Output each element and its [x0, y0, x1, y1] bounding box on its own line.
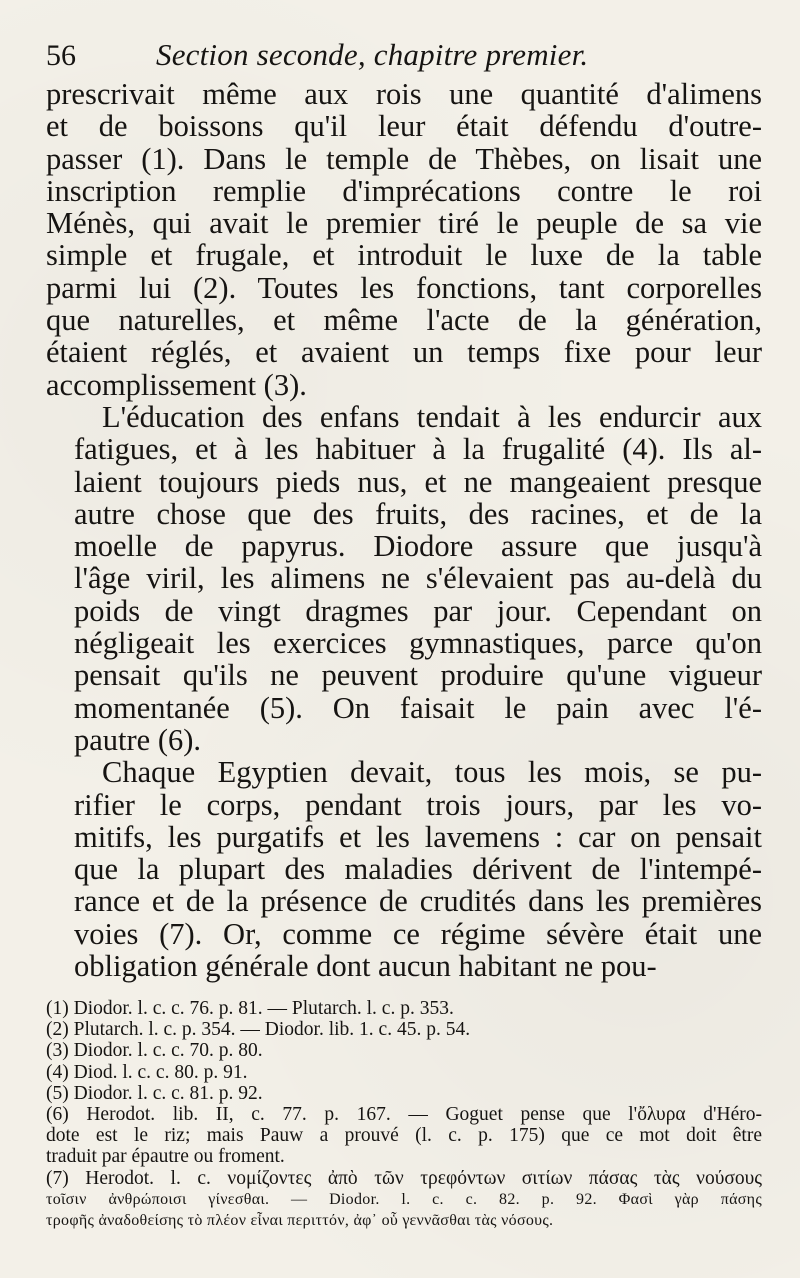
footnote-line: (6) Herodot. lib. II, c. 77. p. 167. — Goguet pense que l'ὄλυρα d'Héro-	[46, 1103, 762, 1125]
body-text	[46, 78, 762, 982]
text-line: négligeait les exercices gymnastiques, parce qu'on	[74, 626, 762, 661]
footnote-line: τροφῆς ἀναδοθείσης τὸ πλέον εἶναι περιττόν, ἀφ᾽ οὗ γεννᾶσθαι τὰς νόσους.	[46, 1211, 554, 1229]
footnote-line: (5) Diodor. l. c. c. 81. p. 92.	[46, 1082, 263, 1104]
footnote-line: dote est le riz; mais Pauw a prouvé (l. c. p. 175) que ce mot doit être	[46, 1125, 762, 1147]
text-line: simple et frugale, et introduit le luxe de la table	[46, 238, 762, 273]
text-line: laient toujours pieds nus, et ne mangeaient presque	[74, 464, 762, 499]
text-line: obligation générale dont aucun habitant ne pou-	[74, 949, 657, 984]
text-line: pensait qu'ils ne peuvent produire qu'une vigueur	[74, 658, 762, 693]
paragraph	[46, 756, 762, 982]
text-line: momentanée (5). On faisait le pain avec l'é-	[74, 690, 762, 725]
text-line: fatigues, et à les habituer à la frugalité (4). Ils al-	[74, 432, 762, 467]
footnotes	[46, 998, 762, 1231]
page-number: 56	[46, 39, 76, 72]
text-line: L'éducation des enfans tendait à les endurcir aux	[102, 399, 762, 434]
text-line: inscription remplie d'imprécations contre le roi	[46, 173, 762, 208]
text-line: étaient réglés, et avaient un temps fixe pour leur	[46, 335, 762, 370]
paragraph	[46, 78, 762, 401]
footnote-line: (2) Plutarch. l. c. p. 354. — Diodor. lib. 1. c. 45. p. 54.	[46, 1019, 471, 1041]
footnote-line: (4) Diod. l. c. c. 80. p. 91.	[46, 1061, 248, 1083]
text-line: passer (1). Dans le temple de Thèbes, on lisait une	[46, 141, 762, 176]
page-header	[46, 38, 762, 78]
footnote-line: traduit par épautre ou froment.	[46, 1146, 285, 1168]
text-line: mitifs, les purgatifs et les lavemens : car on pensait	[74, 819, 762, 854]
text-line: accomplissement (3).	[46, 367, 307, 402]
text-line: voies (7). Or, comme ce régime sévère était une	[74, 916, 762, 951]
text-line: que la plupart des maladies dérivent de l'intempé-	[74, 852, 762, 887]
text-line: pautre (6).	[74, 722, 202, 757]
footnote-line: (1) Diodor. l. c. c. 76. p. 81. — Plutarch. l. c. p. 353.	[46, 998, 454, 1019]
text-line: l'âge viril, les alimens ne s'élevaient pas au-delà du	[74, 561, 762, 596]
text-line: rance et de la présence de crudités dans les premières	[74, 884, 762, 919]
running-title: Section seconde, chapitre premier.	[156, 37, 589, 72]
text-line: prescrivait même aux rois une quantité d'alimens	[46, 77, 762, 111]
text-line: Ménès, qui avait le premier tiré le peuple de sa vie	[46, 206, 762, 241]
text-line: que naturelles, et même l'acte de la génération,	[46, 303, 762, 338]
text-line: poids de vingt dragmes par jour. Cependant on	[74, 593, 762, 628]
text-line: parmi lui (2). Toutes les fonctions, tant corporelles	[46, 270, 762, 305]
paragraph	[46, 401, 762, 756]
text-line: et de boissons qu'il leur était défendu d'outre-	[46, 109, 762, 144]
footnote-line: (7) Herodot. l. c. νομίζοντες ἀπὸ τῶν τρεφόντων σιτίων πάσας τὰς νούσους	[46, 1167, 762, 1189]
footnote-line: (3) Diodor. l. c. c. 70. p. 80.	[46, 1040, 263, 1062]
text-line: moelle de papyrus. Diodore assure que jusqu'à	[74, 529, 762, 564]
footnote-line: τοῖσιν ἀνθρώποισι γίνεσθαι. — Diodor. l. c. c. 82. p. 92. Φασὶ γὰρ πάσης	[46, 1190, 762, 1208]
text-line: Chaque Egyptien devait, tous les mois, se pu-	[102, 755, 762, 790]
text-line: autre chose que des fruits, des racines, et de la	[74, 496, 762, 531]
text-line: rifier le corps, pendant trois jours, par les vo-	[74, 787, 762, 822]
